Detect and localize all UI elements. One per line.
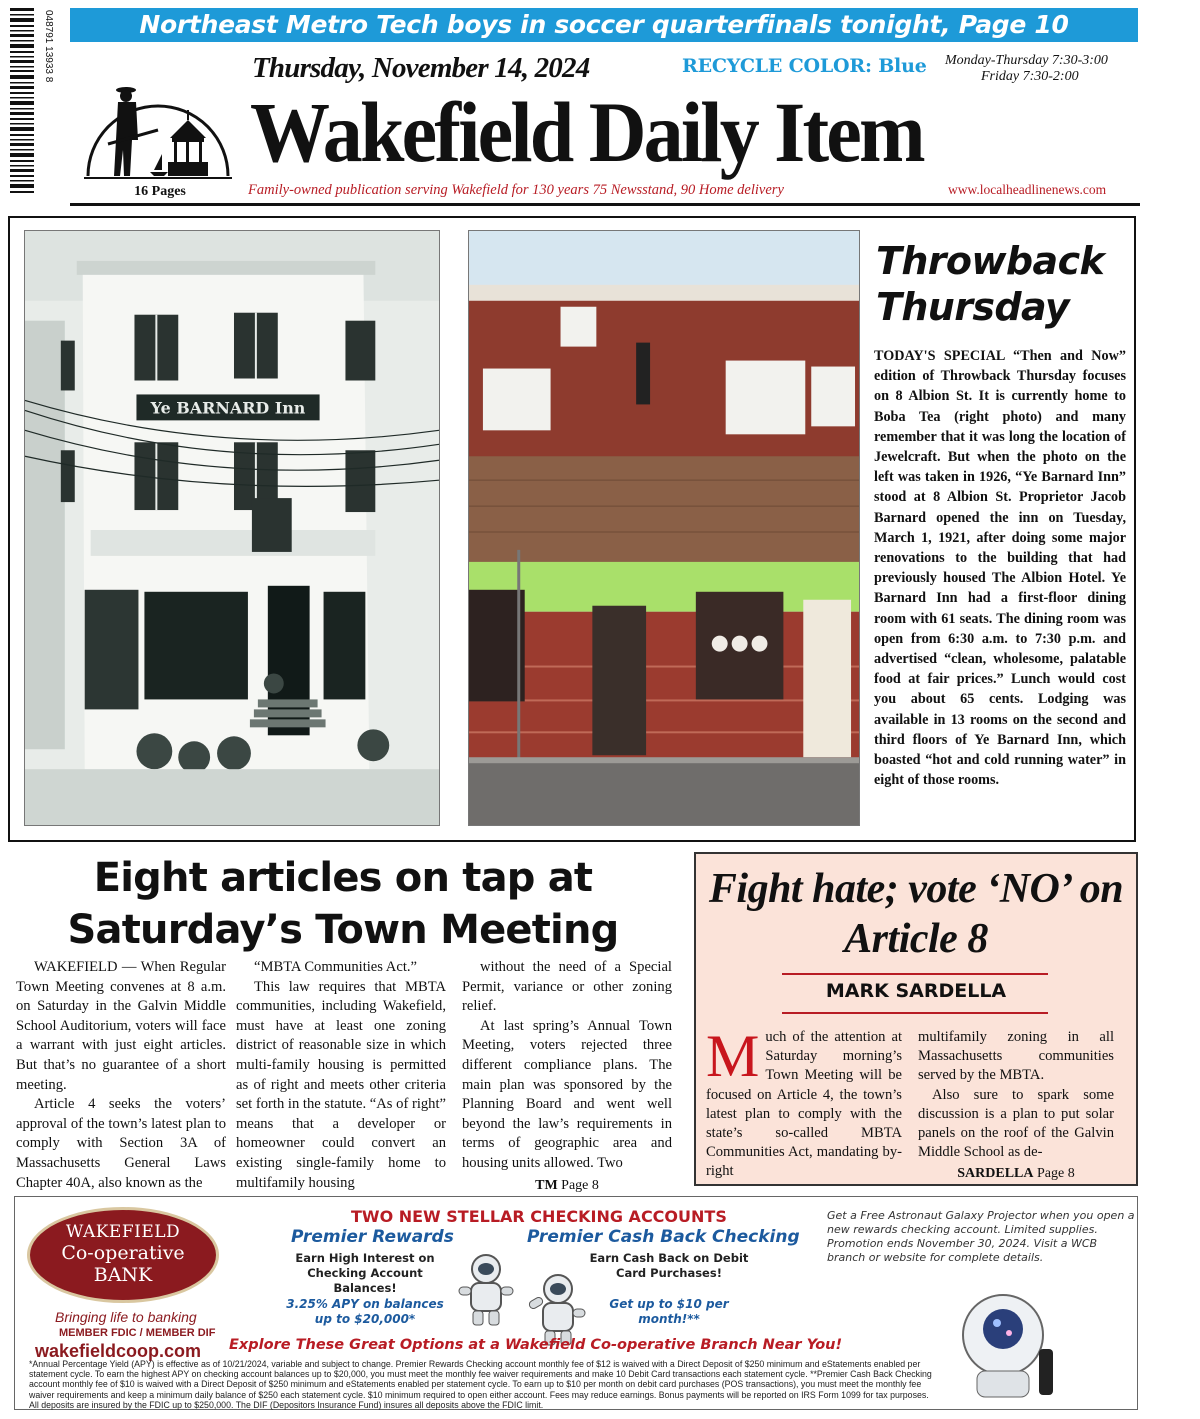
photo-boba-tea[interactable] <box>468 230 860 826</box>
opinion-text: uch of the attention at Saturday morning’s Town Meeting will be focused on Article 4, the town’s latest plan to comply with the state’s so-called MBTA Communities Act, mandating by-right <box>706 1029 902 1180</box>
ad-call-to-action: Explore These Great Options at a Wakefield Co-operative Branch Near You! <box>229 1337 843 1353</box>
product-name-cashback: Premier Cash Back Checking <box>527 1227 800 1247</box>
bank-logo-line: WAKEFIELD <box>65 1222 181 1242</box>
jump-page: Page 8 <box>561 1177 599 1193</box>
lead-paragraph: “MBTA Communities Act.” <box>254 959 418 975</box>
masthead-tagline: Family-owned publication serving Wakefield for 130 years 75 Newsstand, 90 Home delivery <box>248 182 784 198</box>
minuteman-logo-icon <box>78 58 238 188</box>
opinion-column-1 <box>706 1023 902 1182</box>
opinion-rule <box>782 1012 1048 1014</box>
lead-paragraph: WAKEFIELD — When Regular Town Meeting convenes at 8 a.m. on Saturday in the Galvin Middle School Auditorium, voters will face a warrant with just eight articles. But that’s no guarantee of a short meeting. <box>16 959 226 1093</box>
product-offer-rewards: 3.25% APY on balances up to $20,000* <box>286 1297 444 1326</box>
drop-cap: M <box>706 1023 760 1089</box>
galaxy-projector-icon <box>943 1283 1063 1407</box>
jump-page: Page 8 <box>1037 1166 1075 1182</box>
lead-paragraph: without the need of a Special Permit, variance or other zoning relief. <box>462 959 672 1015</box>
barcode-number: 048791 13933 8 <box>43 10 54 83</box>
photo-ye-barnard-inn[interactable] <box>24 230 440 826</box>
opinion-paragraph: Also sure to spark some discussion is a plan to put solar panels on the roof of the Galvin Middle School as de- <box>918 1086 1114 1161</box>
lead-jump-line[interactable] <box>462 1176 672 1196</box>
barcode <box>8 4 52 204</box>
throwback-section <box>8 216 1136 842</box>
bank-logo <box>27 1207 219 1303</box>
recycle-notice: RECYCLE COLOR: Blue <box>682 55 927 77</box>
throwback-title: Throwback Thursday <box>876 239 1105 329</box>
ad-fine-print: *Annual Percentage Yield (APY) is effective as of 10/21/2024, variable and subject to change. Premier Rewards Checking account monthly fee of $12 is waived with a Direct Deposit of $250 minimum and eStatements enabled per statement cycle. To earn the highest APY on checking account balances up to $20,000, you must meet the monthly fee waiver requirements and make 10 Debit Card transactions each statement cycle. **Premier Cash Back Checking account monthly fee of $10 is waived with a Direct Deposit of $250 minimum and eStatements enabled per statement cycle. To earn up to $10 per month on debit card purchases (POS transactions), you must meet the monthly fee waiver requirements and keep a minimum daily balance of $250 each statement cycle. $10 minimum required to open either account. Fees may reduce earnings. Bonus payments will be reported on IRS Form 1099 for tax purposes. All deposits are insured by the FDIC up to $250,000. The DIF (Depositors Insurance Fund) insures all deposits above the FDIC limit. <box>29 1359 932 1410</box>
opinion-headline[interactable]: Fight hate; vote ‘NO’ on Article 8 <box>708 866 1124 962</box>
issue-date: Thursday, November 14, 2024 <box>252 52 590 84</box>
promo-text: Get a Free Astronaut Galaxy Projector when you open a new rewards checking account. Limited supplies. Promotion ends November 30, 2024. Visit a WCB branch or website for complete details. <box>827 1209 1135 1264</box>
bank-logo-line: Co-operative <box>61 1242 185 1264</box>
jump-key: TM <box>535 1177 558 1193</box>
ad-headline: TWO NEW STELLAR CHECKING ACCOUNTS <box>351 1207 727 1226</box>
product-name-rewards: Premier Rewards <box>291 1227 454 1247</box>
throwback-caption: TODAY'S SPECIAL “Then and Now” edition of Throwback Thursday focuses on 8 Albion St. It is currently home to Boba Tea (right photo) and many remember that it was long the location of Jewelcraft. But when the photo on the left was taken in 1926, “Ye Barnard Inn” stood at 8 Albion St. Proprietor Jacob Barnard opened the inn on Tuesday, March 1, 1921, after doing some major renovations to the building that had previously housed The Albion Hotel. Ye Barnard Inn had a first-floor dining room with 61 seats. The dining room was open from 6:30 a.m. to 7:30 p.m. and advertised “clean, wholesome, palatable food at fair prices.” Lunch would cost you about 65 cents. Lodging was available in 13 rooms on the second and third floors of Ye Barnard Inn, which boasted “hot and cold running water” in eight of those rooms. <box>874 348 1126 789</box>
teaser-banner[interactable]: Northeast Metro Tech boys in soccer quarterfinals tonight, Page 10 <box>70 8 1138 42</box>
bank-advertisement[interactable] <box>14 1196 1138 1410</box>
opinion-byline: MARK SARDELLA <box>825 980 1007 1002</box>
lead-paragraph: This law requires that MBTA communities, including Wakefield, must have at least one zoning district of reasonable size in which multi-family housing is permitted as of right and meets other criteria set forth in the statute. “As of right” means that a developer or homeowner could convert an existing single-family home to multifamily housing <box>236 978 446 1191</box>
jump-key: SARDELLA <box>957 1166 1034 1182</box>
lead-column-2 <box>236 958 446 1193</box>
page-count: 16 Pages <box>134 184 186 199</box>
opinion-column-2 <box>918 1028 1114 1184</box>
masthead-rule <box>70 203 1140 206</box>
opinion-jump-line[interactable] <box>918 1164 1114 1183</box>
bank-tagline: Bringing life to banking <box>55 1309 197 1325</box>
product-offer-cashback: Get up to $10 per month!** <box>609 1297 729 1326</box>
product-desc-cashback: Earn Cash Back on Debit Card Purchases! <box>589 1251 749 1280</box>
hours-friday: Friday 7:30-2:00 <box>981 69 1079 84</box>
opinion-section <box>694 852 1138 1186</box>
bank-url[interactable]: wakefieldcoop.com <box>35 1341 202 1361</box>
old-photo-sign: Ye BARNARD Inn <box>150 398 306 418</box>
lead-column-1 <box>16 958 226 1193</box>
lead-paragraph: Article 4 seeks the voters’ approval of the town’s latest plan to comply with Section 3A of Massachusetts General Laws Chapter 40A, also known as the <box>16 1096 226 1191</box>
lead-paragraph: At last spring’s Annual Town Meeting, voters rejected three different compliance plans. The main plan was sponsored by the Planning Board and went well beyond the law’s requirements in terms of geographic area and housing units allowed. Two <box>462 1017 672 1171</box>
bank-logo-line: BANK <box>93 1264 153 1286</box>
lead-column-3 <box>462 958 672 1195</box>
bank-membership: MEMBER FDIC / MEMBER DIF <box>59 1327 216 1339</box>
opinion-rule <box>782 973 1048 975</box>
opinion-paragraph: multifamily zoning in all Massachusetts communities served by the MBTA. <box>918 1029 1114 1084</box>
newspaper-title: Wakefield Daily Item <box>250 84 923 180</box>
product-desc-rewards: Earn High Interest on Checking Account Balances! <box>295 1251 435 1295</box>
lead-headline[interactable]: Eight articles on tap at Saturday’s Town Meeting <box>67 855 619 953</box>
website-link[interactable]: www.localheadlinenews.com <box>948 182 1107 197</box>
astronaut-icon <box>451 1249 521 1329</box>
hours-weekdays: Monday-Thursday 7:30-3:00 <box>945 53 1108 68</box>
office-hours <box>945 53 1145 85</box>
